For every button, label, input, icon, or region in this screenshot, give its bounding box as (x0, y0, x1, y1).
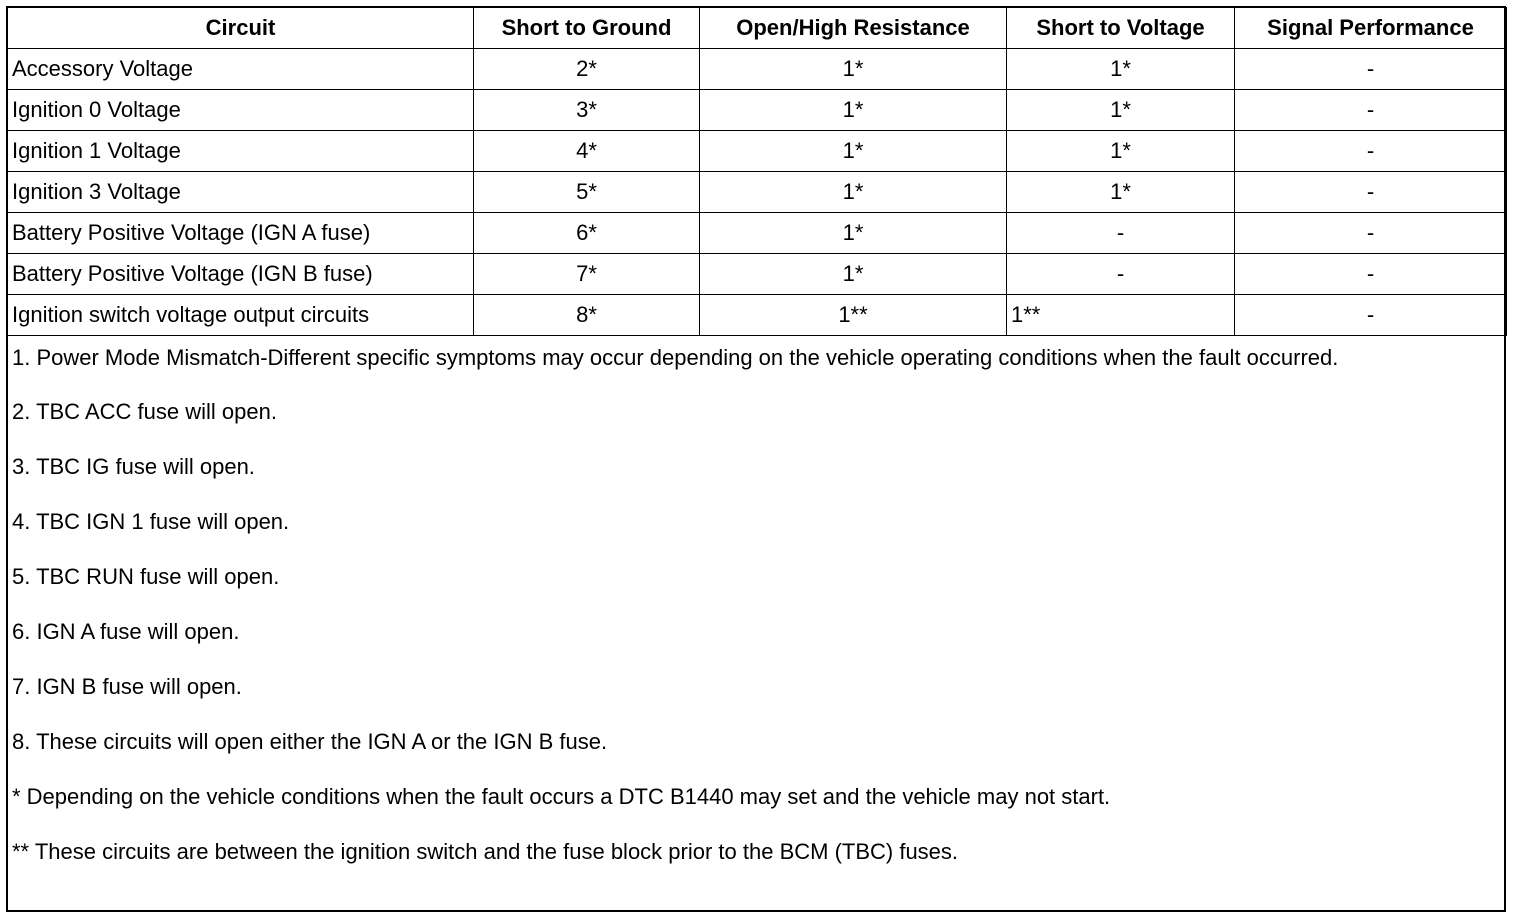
table-row (8, 90, 1507, 131)
footnote: 3. TBC IG fuse will open. (12, 454, 255, 479)
circuit-fault-document (6, 6, 1506, 912)
cell-short-to-ground: 5* (474, 172, 700, 213)
footnotes (8, 336, 1504, 867)
cell-open-high-resistance: 1** (700, 295, 1007, 336)
cell-short-to-voltage: - (1007, 254, 1235, 295)
footnote: 7. IGN B fuse will open. (12, 674, 242, 699)
cell-open-high-resistance: 1* (700, 172, 1007, 213)
header-row (8, 8, 1507, 49)
cell-circuit: Ignition 1 Voltage (8, 131, 474, 172)
footnote: * Depending on the vehicle conditions when the fault occurs a DTC B1440 may set and the vehicle may not start. (12, 784, 1111, 809)
cell-short-to-voltage: 1* (1007, 172, 1235, 213)
footnote: 4. TBC IGN 1 fuse will open. (12, 509, 290, 534)
table-row (8, 49, 1507, 90)
cell-open-high-resistance: 1* (700, 90, 1007, 131)
cell-short-to-voltage: 1** (1007, 295, 1235, 336)
footnote: ** These circuits are between the ignition switch and the fuse block prior to the BCM (TBC) fuses. (12, 839, 959, 864)
cell-short-to-ground: 7* (474, 254, 700, 295)
cell-circuit: Accessory Voltage (8, 49, 474, 90)
cell-open-high-resistance: 1* (700, 213, 1007, 254)
cell-short-to-voltage: 1* (1007, 49, 1235, 90)
header-short-to-voltage: Short to Voltage (1007, 8, 1235, 49)
cell-short-to-voltage: 1* (1007, 131, 1235, 172)
table-row (8, 254, 1507, 295)
cell-short-to-ground: 8* (474, 295, 700, 336)
cell-signal-performance: - (1235, 90, 1507, 131)
cell-circuit: Ignition switch voltage output circuits (8, 295, 474, 336)
table-row (8, 172, 1507, 213)
cell-signal-performance: - (1235, 49, 1507, 90)
cell-circuit: Ignition 0 Voltage (8, 90, 474, 131)
header-circuit: Circuit (8, 8, 474, 49)
header-open-high-resistance: Open/High Resistance (700, 8, 1007, 49)
cell-open-high-resistance: 1* (700, 49, 1007, 90)
cell-short-to-ground: 6* (474, 213, 700, 254)
cell-signal-performance: - (1235, 172, 1507, 213)
header-short-to-ground: Short to Ground (474, 8, 700, 49)
table-row (8, 131, 1507, 172)
cell-circuit: Ignition 3 Voltage (8, 172, 474, 213)
cell-short-to-ground: 2* (474, 49, 700, 90)
footnote: 2. TBC ACC fuse will open. (12, 399, 277, 424)
cell-signal-performance: - (1235, 254, 1507, 295)
cell-short-to-voltage: 1* (1007, 90, 1235, 131)
cell-open-high-resistance: 1* (700, 254, 1007, 295)
cell-signal-performance: - (1235, 131, 1507, 172)
cell-circuit: Battery Positive Voltage (IGN B fuse) (8, 254, 474, 295)
footnote: 6. IGN A fuse will open. (12, 619, 240, 644)
footnote: 1. Power Mode Mismatch-Different specific symptoms may occur depending on the vehicle operating conditions when the fault occurred. (12, 345, 1339, 370)
cell-short-to-ground: 4* (474, 131, 700, 172)
header-signal-performance: Signal Performance (1235, 8, 1507, 49)
cell-signal-performance: - (1235, 213, 1507, 254)
cell-open-high-resistance: 1* (700, 131, 1007, 172)
footnote: 8. These circuits will open either the IGN A or the IGN B fuse. (12, 729, 608, 754)
cell-signal-performance: - (1235, 295, 1507, 336)
circuit-fault-table (7, 7, 1507, 336)
cell-short-to-voltage: - (1007, 213, 1235, 254)
footnote: 5. TBC RUN fuse will open. (12, 564, 280, 589)
table-row (8, 295, 1507, 336)
table-row (8, 213, 1507, 254)
cell-circuit: Battery Positive Voltage (IGN A fuse) (8, 213, 474, 254)
cell-short-to-ground: 3* (474, 90, 700, 131)
